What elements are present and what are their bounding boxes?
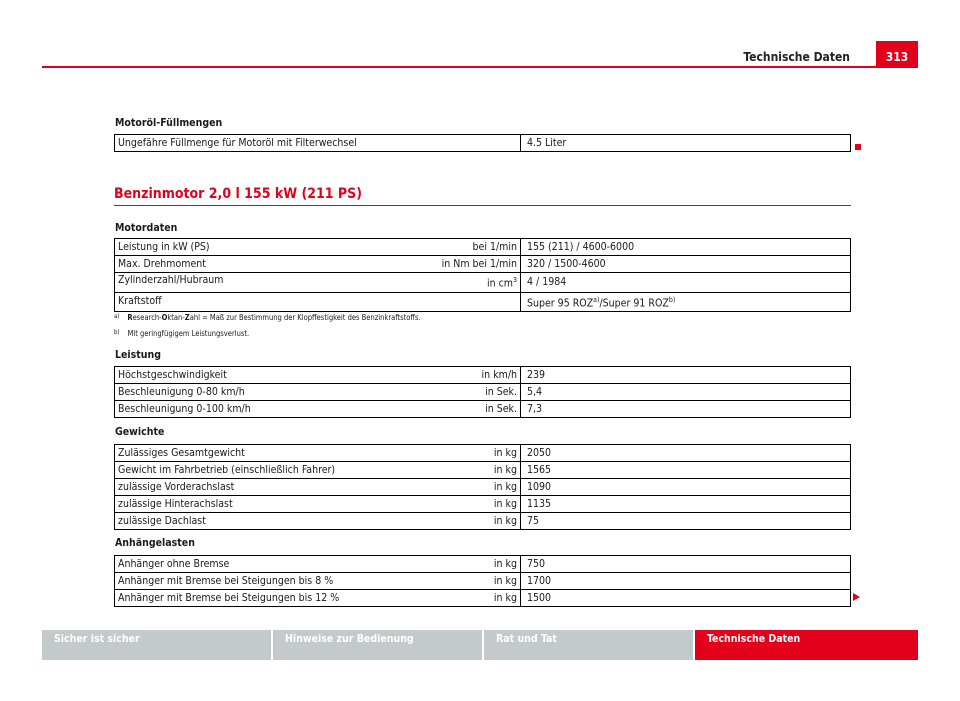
row-label: zulässige Vorderachslast in kg xyxy=(115,479,521,496)
row-label: Anhänger mit Bremse bei Steigungen bis 8 % in kg xyxy=(115,573,521,590)
leistung-table xyxy=(114,366,851,418)
row-unit: in Sek. xyxy=(485,402,517,415)
row-label: Zulässiges Gesamtgewicht in kg xyxy=(115,445,521,462)
row-unit: in Nm bei 1/min xyxy=(441,257,517,270)
row-value: 2050 xyxy=(521,445,851,462)
row-label: Kraftstoff xyxy=(115,292,521,312)
header-rule xyxy=(42,66,918,68)
table-row xyxy=(115,590,851,607)
row-label: Anhänger mit Bremse bei Steigungen bis 12 % in kg xyxy=(115,590,521,607)
row-unit: in kg xyxy=(493,463,517,476)
row-label: zulässige Hinterachslast in kg xyxy=(115,496,521,513)
gewichte-table xyxy=(114,444,851,530)
table-row xyxy=(115,239,851,256)
table-row xyxy=(115,462,851,479)
row-value: 320 / 1500-4600 xyxy=(521,256,851,273)
row-value: 75 xyxy=(521,513,851,530)
row-value: Super 95 ROZ$^{a)}$/Super 91 ROZ$^{b)}$ xyxy=(521,292,851,312)
section-label-motordaten: Motordaten xyxy=(115,222,178,234)
row-value: 155 (211) / 4600-6000 xyxy=(521,239,851,256)
row-unit: bei 1/min xyxy=(472,240,517,253)
table-row xyxy=(115,256,851,273)
table-row xyxy=(115,445,851,462)
row-unit: in Sek. xyxy=(485,385,517,398)
row-label: Anhänger ohne Bremse in kg xyxy=(115,556,521,573)
table-row xyxy=(115,384,851,401)
row-value: 4 / 1984 xyxy=(521,273,851,293)
table-row xyxy=(115,479,851,496)
table-row xyxy=(115,513,851,530)
chapter-nav xyxy=(42,630,918,660)
row-label: Beschleunigung 0-100 km/h in Sek. xyxy=(115,401,521,418)
motordaten-table xyxy=(114,238,851,312)
row-label: Gewicht im Fahrbetrieb (einschließlich Fahrer) in kg xyxy=(115,462,521,479)
heading-rule xyxy=(114,205,851,206)
section-label-gewichte: Gewichte xyxy=(115,426,165,438)
section-label-anhaenger: Anhängelasten xyxy=(115,537,195,549)
row-unit: in $cm^3$ xyxy=(486,276,517,290)
row-value: 1500 xyxy=(521,590,851,607)
row-value: 5,4 xyxy=(521,384,851,401)
tab-technische-daten[interactable]: Technische Daten xyxy=(695,630,918,660)
row-label: Beschleunigung 0-80 km/h in Sek. xyxy=(115,384,521,401)
row-unit: in kg xyxy=(493,574,517,587)
row-value: 7,3 xyxy=(521,401,851,418)
tab-sicher-ist-sicher[interactable]: Sicher ist sicher xyxy=(42,630,271,660)
section-end-marker xyxy=(855,144,861,150)
row-value: 1700 xyxy=(521,573,851,590)
row-value: 750 xyxy=(521,556,851,573)
tab-hinweise-zur-bedienung[interactable]: Hinweise zur Bedienung xyxy=(273,630,482,660)
row-value: 1090 xyxy=(521,479,851,496)
footnote-b: $^{b)}$ Mit geringfügigem Leistungsverlust. xyxy=(114,329,250,338)
table-row xyxy=(115,573,851,590)
row-label: Leistung in kW (PS) bei 1/min xyxy=(115,239,521,256)
section-label-leistung: Leistung xyxy=(115,349,162,361)
row-unit: in km/h xyxy=(481,368,517,381)
row-value: 4.5 Liter xyxy=(521,135,851,152)
tab-rat-und-tat[interactable]: Rat und Tat xyxy=(484,630,693,660)
row-unit: in kg xyxy=(493,514,517,527)
continue-arrow-icon[interactable] xyxy=(853,593,860,601)
row-unit: in kg xyxy=(493,446,517,459)
row-unit: in kg xyxy=(493,480,517,493)
row-unit: in kg xyxy=(493,497,517,510)
row-label: Ungefähre Füllmenge für Motoröl mit Filterwechsel xyxy=(115,135,521,152)
chapter-title: Technische Daten xyxy=(743,50,850,64)
row-label: Max. Drehmoment in Nm bei 1/min xyxy=(115,256,521,273)
row-label: Höchstgeschwindigkeit in km/h xyxy=(115,367,521,384)
row-value: 239 xyxy=(521,367,851,384)
table-row xyxy=(115,367,851,384)
table-row xyxy=(115,273,851,293)
table-row xyxy=(115,135,851,152)
engine-heading: Benzinmotor 2,0 l 155 kW (211 PS) xyxy=(114,186,362,202)
row-value: 1565 xyxy=(521,462,851,479)
section-label-oil: Motoröl-Füllmengen xyxy=(115,117,223,129)
anhaenger-table xyxy=(114,555,851,607)
row-unit: in kg xyxy=(493,591,517,604)
row-value: 1135 xyxy=(521,496,851,513)
row-label: Zylinderzahl/Hubraum in $cm^3$ xyxy=(115,273,521,293)
row-label: zulässige Dachlast in kg xyxy=(115,513,521,530)
table-row xyxy=(115,556,851,573)
page-number: 313 xyxy=(876,41,918,67)
table-row xyxy=(115,496,851,513)
footnote-a: $^{a)}$ Research-Oktan-Zahl = Maß zur Bestimmung der Klopffestigkeit des Benzinkraftstoffs. xyxy=(114,313,421,322)
table-row xyxy=(115,292,851,312)
table-row xyxy=(115,401,851,418)
row-unit: in kg xyxy=(493,557,517,570)
oil-table xyxy=(114,134,851,152)
